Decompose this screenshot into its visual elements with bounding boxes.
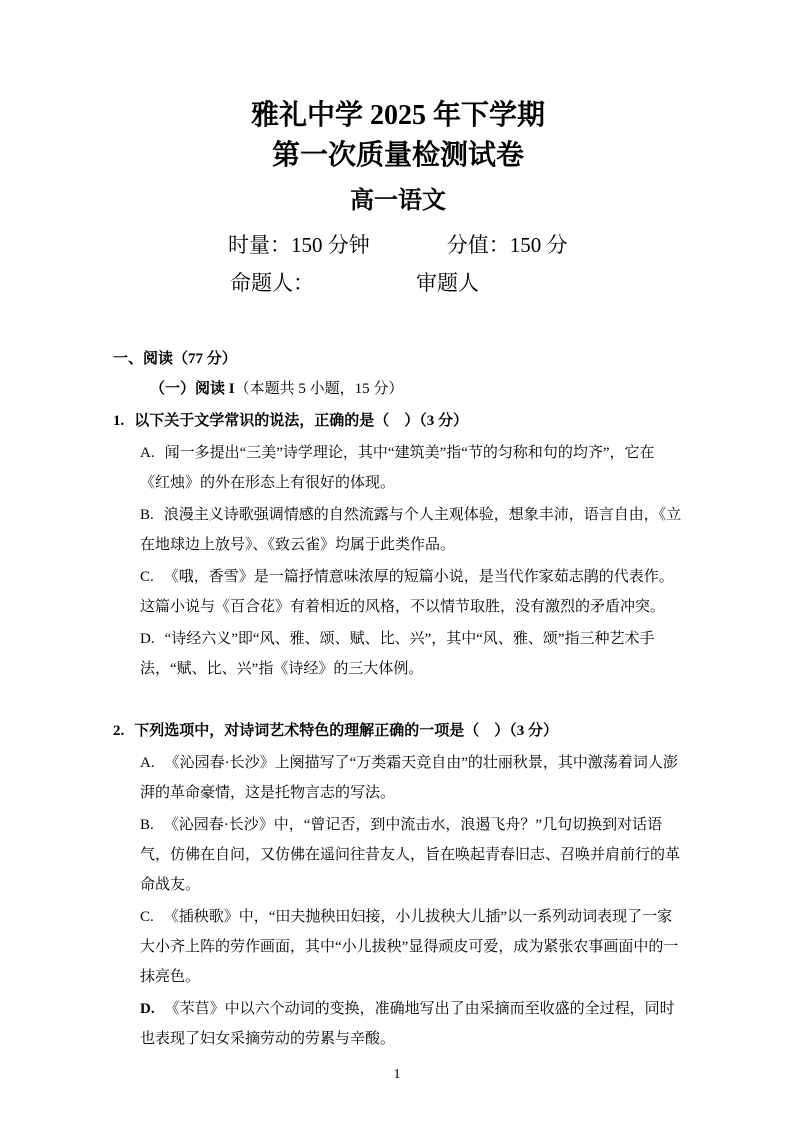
exam-subject: 高一语文 — [350, 188, 446, 214]
option-a-text: 《沁园春·长沙》上阕描写了“万类霜天竞自由”的壮丽秋景，其中激荡着词人澎湃的革命豪情，这是托物言志的写法。 — [140, 755, 678, 801]
option-b-text: 浪漫主义诗歌强调情感的自然流露与个人主观体验，想象丰沛，语言自由，《立在地球边上放号》、《致云雀》均属于此类作品。 — [140, 507, 682, 553]
question-1 — [113, 406, 683, 684]
exam-title-line-1: 雅礼中学 2025 年下学期 — [250, 100, 545, 131]
question-2-option-a — [140, 748, 683, 808]
option-c-label: C. — [140, 909, 154, 925]
option-a-label: A. — [140, 445, 155, 461]
option-d-label: D. — [140, 1001, 155, 1017]
exam-meta-row-2 — [113, 266, 683, 300]
question-1-option-a — [140, 438, 683, 498]
question-2-stem — [113, 716, 683, 746]
exam-meta-row-1 — [113, 228, 683, 262]
question-1-option-b — [140, 500, 683, 560]
question-2-option-b — [140, 810, 683, 900]
section-1-heading: 一、阅读（77 分） — [113, 351, 237, 367]
question-1-number: 1. — [113, 413, 125, 429]
exam-content — [113, 344, 683, 1054]
question-1-option-d — [140, 624, 683, 684]
question-2-option-c — [140, 902, 683, 992]
option-d-text: “诗经六义”即“风、雅、颂、赋、比、兴”，其中“风、雅、颂”指三种艺术手法，“赋、比、兴”指《诗经》的三大体例。 — [140, 631, 655, 677]
subsection-title: （一）阅读 I — [150, 381, 235, 397]
question-2-stem-text: 下列选项中，对诗词艺术特色的理解正确的一项是（ ）（3 分） — [134, 723, 559, 739]
subsection-heading — [113, 374, 683, 404]
question-1-stem-text: 以下关于文学常识的说法，正确的是（ ）（3 分） — [134, 413, 469, 429]
duration-label: 时量：150 分钟 — [228, 233, 370, 257]
exam-header — [113, 96, 683, 220]
reviewer-label: 审题人 — [416, 271, 479, 295]
option-d-text: 《芣苢》中以六个动词的变换，准确地写出了由采摘而至收盛的全过程，同时也表现了妇女采摘劳动的劳累与辛酸。 — [140, 1001, 675, 1047]
option-c-label: C. — [140, 569, 154, 585]
option-a-label: A. — [140, 755, 155, 771]
exam-title-line-2: 第一次质量检测试卷 — [271, 140, 524, 171]
setter-label: 命题人： — [230, 271, 314, 295]
question-2-number: 2. — [113, 723, 125, 739]
option-c-text: 《哦，香雪》是一篇抒情意味浓厚的短篇小说，是当代作家茹志鹃的代表作。这篇小说与《百合花》有着相近的风格，不以情节取胜，没有激烈的矛盾冲突。 — [140, 569, 674, 615]
question-2 — [113, 716, 683, 1054]
option-b-text: 《沁园春·长沙》中，“曾记否，到中流击水，浪遏飞舟？”几句切换到对话语气，仿佛在自问，又仿佛在遥问往昔友人，旨在唤起青春旧志、召唤并肩前行的革命战友。 — [140, 817, 681, 893]
option-a-text: 闻一多提出“三美”诗学理论，其中“建筑美”指“节的匀称和句的均齐”，它在《红烛》的外在形态上有很好的体现。 — [140, 445, 655, 491]
question-2-option-d — [140, 994, 683, 1054]
question-1-option-c — [140, 562, 683, 622]
total-score-label: 分值：150 分 — [446, 233, 568, 257]
subsection-note: （本题共 5 小题，15 分） — [234, 381, 404, 397]
option-b-label: B. — [140, 817, 154, 833]
question-1-stem — [113, 406, 683, 436]
option-c-text: 《插秧歌》中，“田夫抛秧田妇接，小儿拔秧大儿插”以一系列动词表现了一家大小齐上阵的劳作画面，其中“小儿拔秧”显得顽皮可爱，成为紧张农事画面中的一抹亮色。 — [140, 909, 679, 985]
option-d-label: D. — [140, 631, 155, 647]
page-number: 1 — [393, 1067, 401, 1082]
option-b-label: B. — [140, 507, 154, 523]
